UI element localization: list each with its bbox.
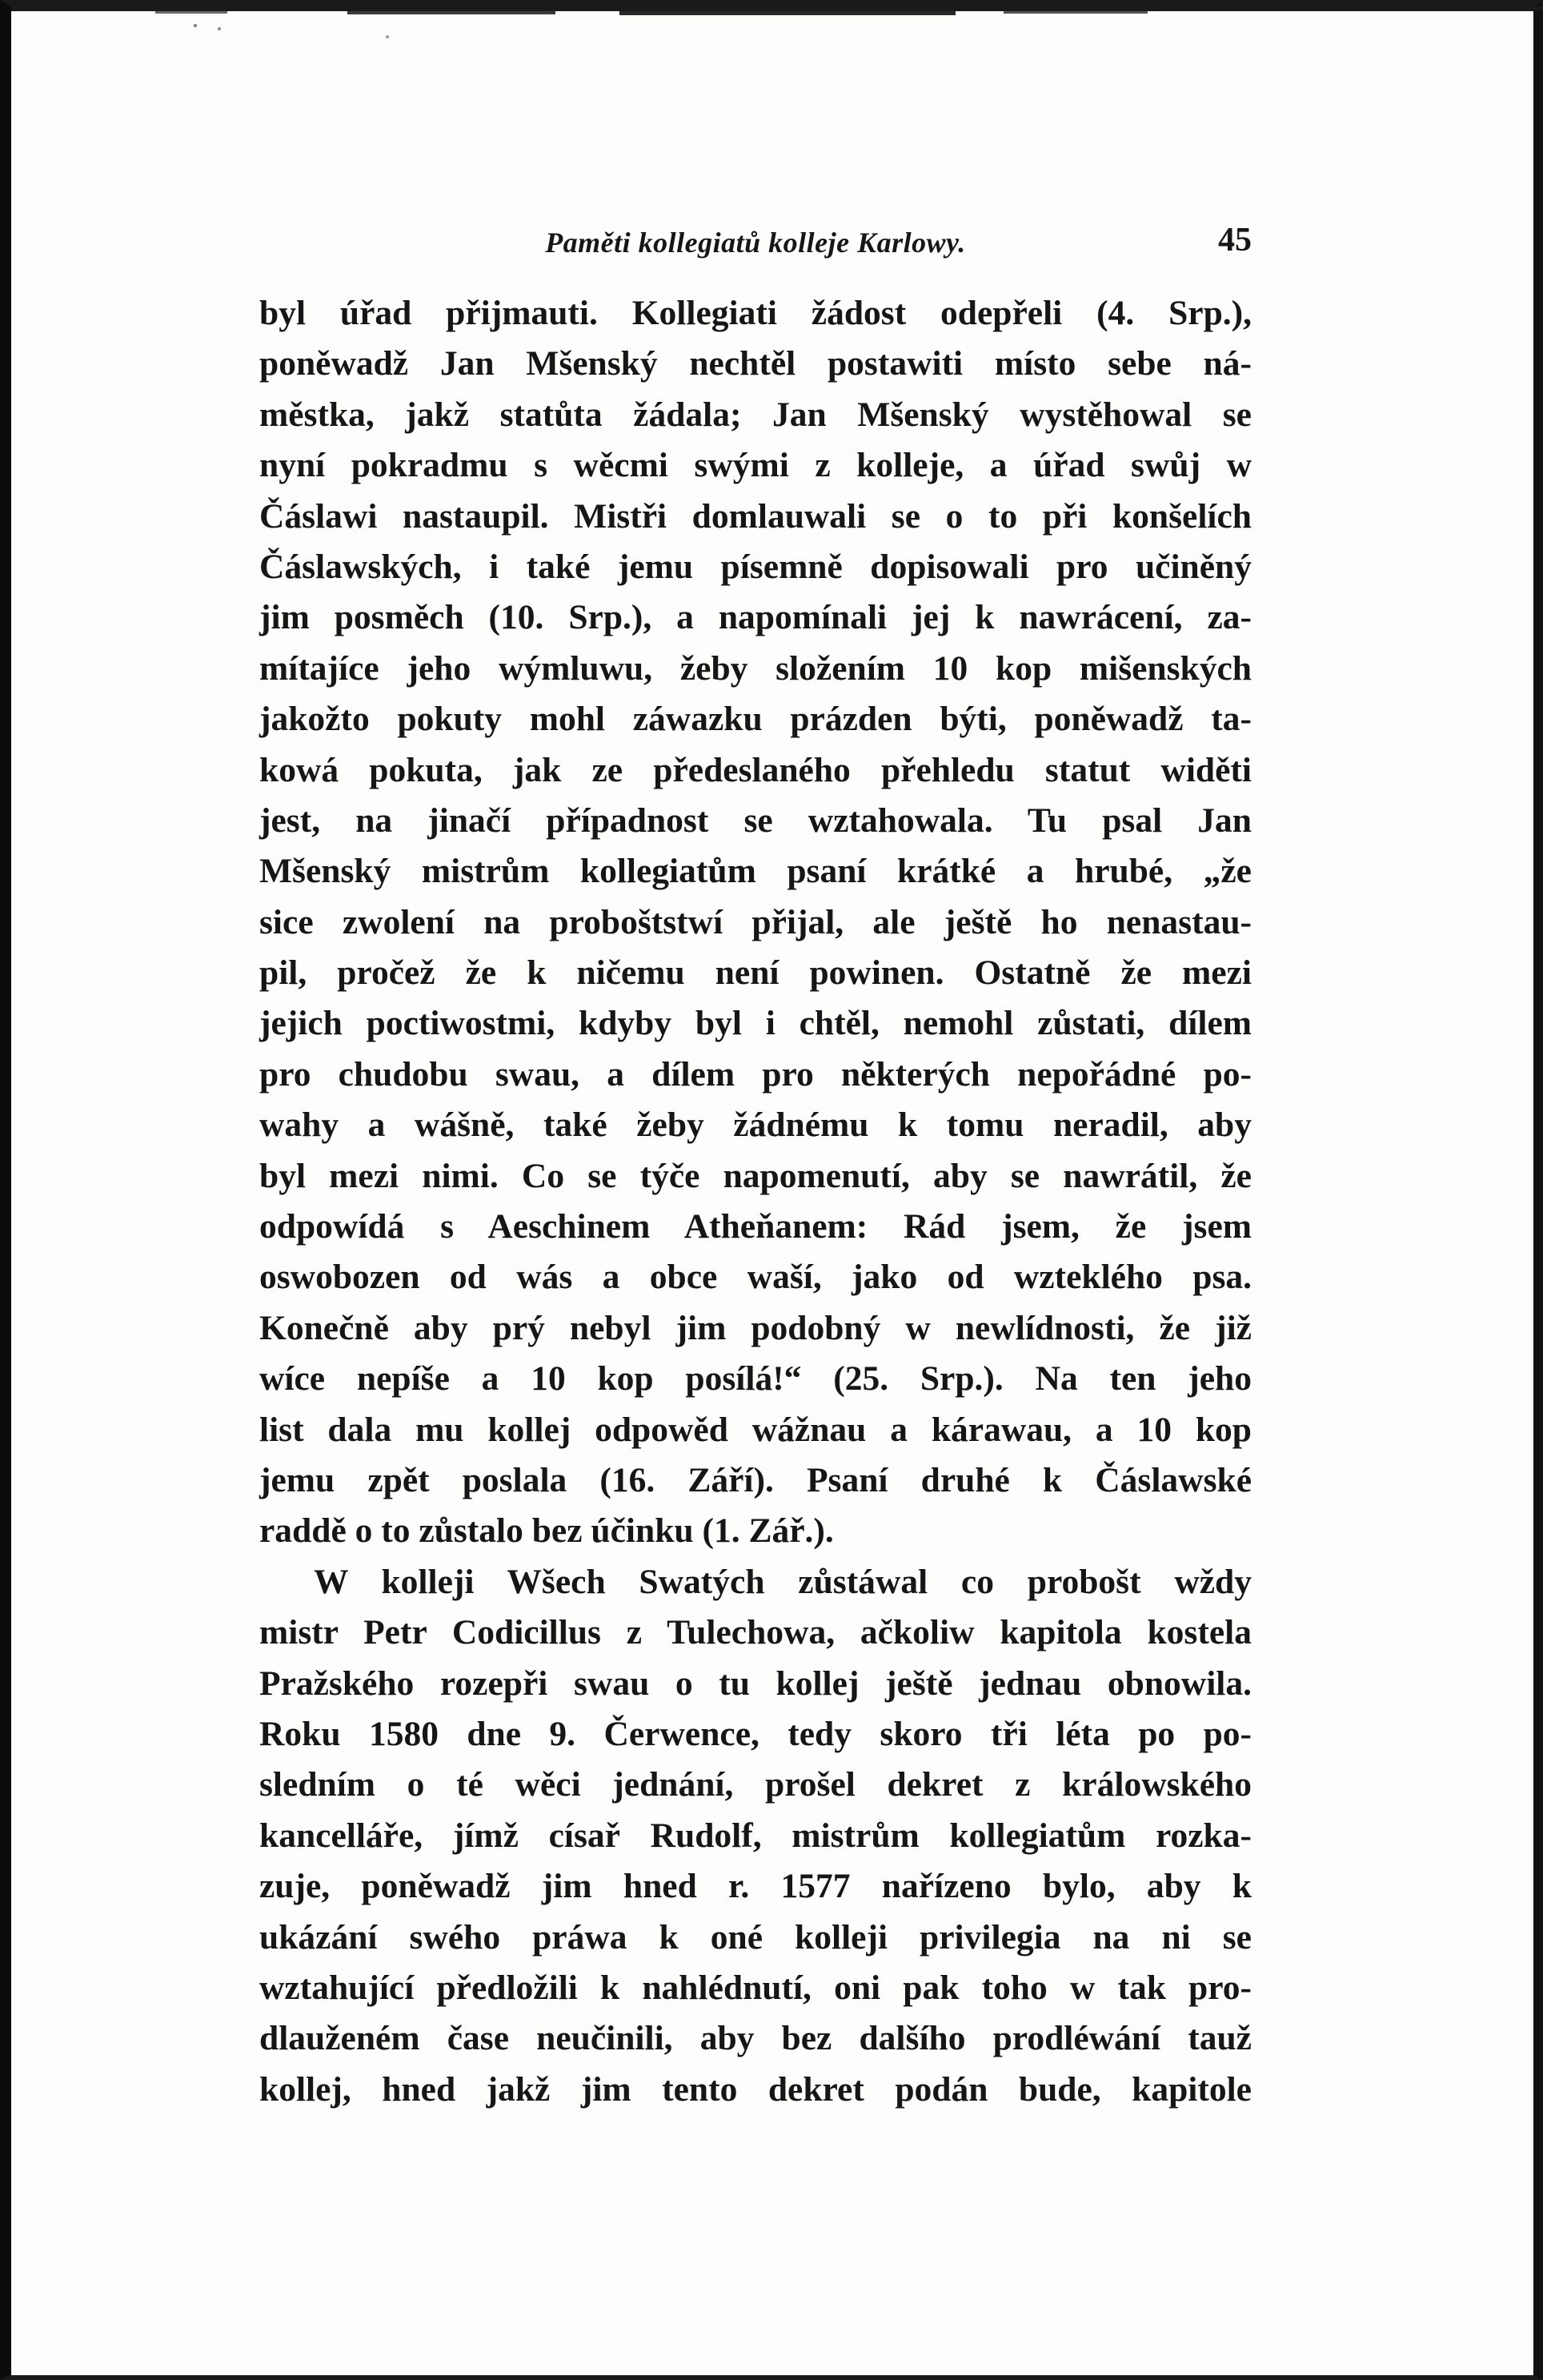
text-line: jejich poctiwostmi, kdyby byl i chtěl, nemohl zůstati, dílem <box>259 1004 1252 1043</box>
text-line: list dala mu kollej odpowěd wážnau a kárawau, a 10 kop <box>259 1410 1252 1449</box>
text-line: wahy a wášně, také žeby žádnému k tomu neradil, aby <box>259 1106 1252 1145</box>
scan-edge-marks <box>11 6 1543 38</box>
text-line: sice zwolení na proboštstwí přijal, ale ještě ho nenastau- <box>259 902 1252 941</box>
text-line: mítajíce jeho wýmluwu, žeby složením 10 kop mišenských <box>259 648 1252 688</box>
text-line: ukázání swého práwa k oné kolleji privilegia na ni se <box>259 1917 1252 1957</box>
text-line: kollej, hned jakž jim tento dekret podán bude, kapitole <box>259 2069 1252 2109</box>
text-line: pro chudobu swau, a dílem pro některých nepořádné po- <box>259 1054 1252 1094</box>
text-line: raddě o to zůstalo bez účinku (1. Zář.). <box>259 1511 834 1551</box>
text-line: jakožto pokuty mohl záwazku prázden býti, poněwadž ta- <box>259 700 1252 739</box>
text-line: kowá pokuta, jak ze předeslaného přehledu statut widěti <box>259 750 1252 789</box>
paragraph-1 <box>259 288 1252 1557</box>
text-line: jest, na jinačí případnost se wztahowala. Tu psal Jan <box>259 801 1252 840</box>
text-line: sledním o té wěci jednání, prošel dekret z králowského <box>259 1765 1252 1804</box>
text-line: kancelláře, jímž císař Rudolf, mistrům kollegiatům rozka- <box>259 1816 1252 1855</box>
paragraph-2 <box>259 1557 1252 2115</box>
text-line: byl mezi nimi. Co se týče napomenutí, aby se nawrátil, že <box>259 1156 1252 1195</box>
text-line: Konečně aby prý nebyl jim podobný w newlídnosti, že již <box>259 1308 1252 1347</box>
text-line: W kolleji Wšech Swatých zůstáwal co probošt wždy <box>314 1562 1252 1601</box>
text-line: městka, jakž statůta žádala; Jan Mšenský wystěhowal se <box>259 395 1252 434</box>
page-header <box>259 221 1252 269</box>
text-line: jemu zpět poslala (16. Září). Psaní druhé k Čáslawské <box>259 1460 1252 1499</box>
body-text <box>259 288 1252 2115</box>
text-line: wíce nepíše a 10 kop posílá!“ (25. Srp.). Na ten jeho <box>259 1359 1252 1399</box>
text-line: byl úřad přijmauti. Kollegiati žádost odepřeli (4. Srp.), <box>259 294 1252 332</box>
text-line: zuje, poněwadž jim hned r. 1577 nařízeno bylo, aby k <box>259 1867 1252 1906</box>
text-line: Roku 1580 dne 9. Čerwence, tedy skoro tři léta po po- <box>259 1714 1252 1753</box>
text-line: poněwadž Jan Mšenský nechtěl postawiti místo sebe ná- <box>259 344 1252 383</box>
text-line: jim posměch (10. Srp.), a napomínali jej k nawrácení, za- <box>259 598 1252 637</box>
page-number: 45 <box>1218 222 1252 259</box>
text-line: Pražského rozepři swau o tu kollej ještě jednau obnowila. <box>259 1664 1252 1703</box>
text-line: dlauženém čase neučinili, aby bez dalšího prodléwání tauž <box>259 2019 1252 2058</box>
text-line: pil, pročež že k ničemu není powinen. Ostatně že mezi <box>259 953 1252 993</box>
text-line: nyní pokradmu s wěcmi swými z kolleje, a úřad swůj w <box>259 446 1252 485</box>
text-line: odpowídá s Aeschinem Atheňanem: Rád jsem, že jsem <box>259 1207 1252 1246</box>
text-line: Čáslawských, i také jemu písemně dopisowali pro učiněný <box>259 547 1252 586</box>
running-title: Paměti kollegiatů kolleje Karlowy. <box>545 227 966 259</box>
text-line: Mšenský mistrům kollegiatům psaní krátké a hrubé, „že <box>259 852 1252 891</box>
text-line: mistr Petr Codicillus z Tulechowa, ačkoliw kapitola kostela <box>259 1613 1252 1652</box>
text-line: oswobozen od wás a obce waší, jako od wzteklého psa. <box>259 1258 1252 1297</box>
text-line: wztahující předložili k nahlédnutí, oni pak toho w tak pro- <box>259 1968 1252 2007</box>
text-line: Čáslawi nastaupil. Mistři domlauwali se o to při konšelích <box>259 496 1252 536</box>
